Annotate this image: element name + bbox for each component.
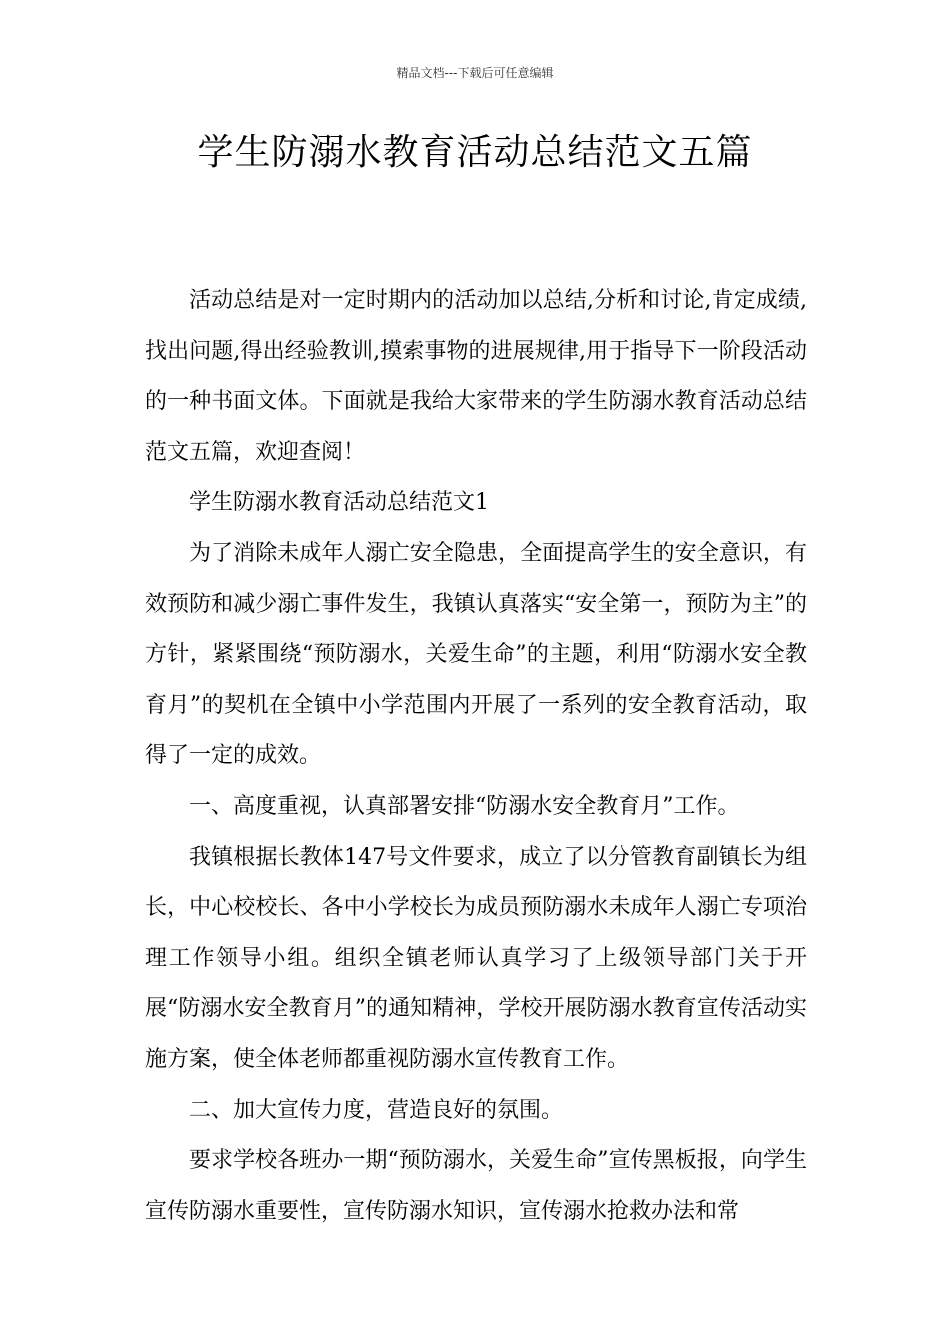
body-paragraph: 要求学校各班办一期“预防溺水，关爱生命”宣传黑板报，向学生宣传防溺水重要性，宣传防溺水知识，宣传溺水抢救办法和常 <box>145 1148 807 1224</box>
subheading-two: 二、加大宣传力度，营造良好的氛围。 <box>189 1097 564 1123</box>
document-title: 学生防溺水教育活动总结范文五篇 <box>197 132 753 173</box>
page-header: 精品文档---下载后可任意编辑 <box>396 66 554 80</box>
document-body <box>145 276 807 1237</box>
body-paragraph: 我镇根据长教体147号文件要求，成立了以分管教育副镇长为组长，中心校校长、各中小学校长为成员预防溺水未成年人溺亡专项治理工作领导小组。组织全镇老师认真学习了上级领导部门关于开展“防溺水安全教育月”的通知精神，学校开展防溺水教育宣传活动实施方案，使全体老师都重视防溺水宣传教育工作。 <box>145 844 807 1072</box>
intro-paragraph: 活动总结是对一定时期内的活动加以总结,分析和讨论,肯定成绩,找出问题,得出经验教训,摸索事物的进展规律,用于指导下一阶段活动的一种书面文体。下面就是我给大家带来的学生防溺水教育活动总结范文五篇，欢迎查阅！ <box>145 288 807 465</box>
body-paragraph: 为了消除未成年人溺亡安全隐患，全面提高学生的安全意识，有效预防和减少溺亡事件发生，我镇认真落实“安全第一，预防为主”的方针，紧紧围绕“预防溺水，关爱生命”的主题，利用“防溺水安全教育月”的契机在全镇中小学范围内开展了一系列的安全教育活动，取得了一定的成效。 <box>145 540 807 769</box>
section-heading-sample-1: 学生防溺水教育活动总结范文1 <box>189 490 489 516</box>
subheading-one: 一、高度重视，认真部署安排“防溺水安全教育月”工作。 <box>189 793 740 819</box>
